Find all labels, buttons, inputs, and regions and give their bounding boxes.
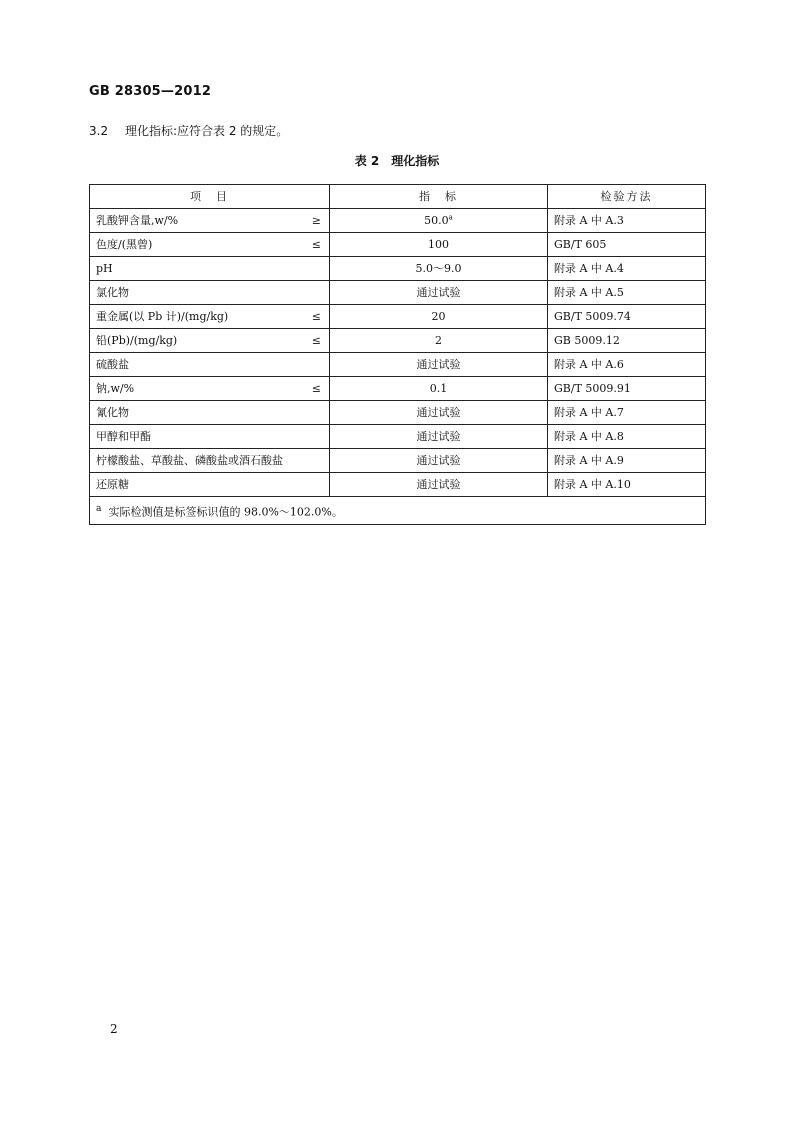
row-method: 附录 A 中 A.8	[548, 425, 706, 449]
section-number: 3.2	[89, 124, 109, 138]
row-value-cell	[330, 305, 548, 329]
row-item: pH	[96, 262, 113, 275]
table-caption-title: 理化指标	[391, 154, 440, 168]
row-item: 氯化物	[96, 286, 129, 299]
row-value: 通过试验	[416, 406, 461, 419]
table-footnote-cell	[90, 497, 706, 525]
table-row	[90, 257, 706, 281]
row-item-cell	[90, 473, 330, 497]
row-value-cell	[330, 233, 548, 257]
row-value-cell	[330, 401, 548, 425]
row-value-cell	[330, 281, 548, 305]
row-value: 2	[435, 334, 442, 347]
header-method: 检验方法	[548, 185, 706, 209]
table-row	[90, 473, 706, 497]
row-item: 重金属(以 Pb 计)/(mg/kg)	[96, 310, 229, 323]
header-value: 指 标	[330, 185, 548, 209]
row-method: 附录 A 中 A.10	[548, 473, 706, 497]
footnote-mark: a	[96, 503, 102, 514]
table-header-row	[90, 185, 706, 209]
row-value-cell	[330, 473, 548, 497]
row-value: 通过试验	[416, 358, 461, 371]
row-value-note: a	[448, 213, 453, 222]
row-item: 钠,w/%	[96, 382, 135, 395]
table-row	[90, 425, 706, 449]
page-number: 2	[110, 1022, 118, 1036]
table-row	[90, 233, 706, 257]
spec-table	[89, 184, 706, 525]
row-item-cell	[90, 233, 330, 257]
row-relation: ≥	[311, 214, 321, 227]
row-method: GB/T 5009.91	[548, 377, 706, 401]
row-item-cell	[90, 257, 330, 281]
row-value: 50.0	[424, 214, 449, 227]
row-relation: ≤	[311, 334, 321, 347]
row-method: GB 5009.12	[548, 329, 706, 353]
row-method: 附录 A 中 A.6	[548, 353, 706, 377]
row-item: 柠檬酸盐、草酸盐、磷酸盐或酒石酸盐	[96, 454, 283, 467]
table-row	[90, 305, 706, 329]
row-item: 甲醇和甲酯	[96, 430, 151, 443]
table-caption	[0, 152, 794, 169]
row-value: 0.1	[429, 382, 448, 395]
row-item: 乳酸钾含量,w/%	[96, 214, 179, 227]
table-footnote-row	[90, 497, 706, 525]
section-text: 理化指标:应符合表 2 的规定。	[125, 124, 289, 138]
row-item-cell	[90, 281, 330, 305]
row-value: 5.0～9.0	[415, 262, 462, 275]
row-item: 还原糖	[96, 478, 129, 491]
row-method: 附录 A 中 A.3	[548, 209, 706, 233]
row-relation: ≤	[311, 310, 321, 323]
row-value: 通过试验	[416, 478, 461, 491]
table-row	[90, 377, 706, 401]
row-method: GB/T 5009.74	[548, 305, 706, 329]
table-row	[90, 281, 706, 305]
row-method: 附录 A 中 A.5	[548, 281, 706, 305]
row-value-cell	[330, 329, 548, 353]
section-heading	[89, 122, 288, 139]
row-value-cell	[330, 353, 548, 377]
row-value-cell	[330, 377, 548, 401]
table-footnote: 实际检测值是标签标识值的 98.0%～102.0%。	[108, 505, 343, 519]
row-value: 通过试验	[416, 430, 461, 443]
row-value-cell	[330, 425, 548, 449]
row-method: 附录 A 中 A.4	[548, 257, 706, 281]
row-item: 硫酸盐	[96, 358, 129, 371]
row-value: 通过试验	[416, 454, 461, 467]
table-row	[90, 209, 706, 233]
standard-code: GB 28305—2012	[89, 84, 212, 99]
row-value-cell	[330, 209, 548, 233]
row-value: 20	[431, 310, 446, 323]
row-relation: ≤	[311, 382, 321, 395]
table-caption-number: 表 2	[354, 154, 380, 168]
row-item: 铅(Pb)/(mg/kg)	[96, 334, 178, 347]
row-item-cell	[90, 209, 330, 233]
row-value: 通过试验	[416, 286, 461, 299]
row-item-cell	[90, 377, 330, 401]
row-item-cell	[90, 353, 330, 377]
row-item: 氰化物	[96, 406, 129, 419]
table-row	[90, 329, 706, 353]
row-item-cell	[90, 449, 330, 473]
row-method: GB/T 605	[548, 233, 706, 257]
row-item-cell	[90, 329, 330, 353]
table-row	[90, 353, 706, 377]
row-relation: ≤	[311, 238, 321, 251]
row-value-cell	[330, 257, 548, 281]
row-value: 100	[428, 238, 449, 251]
row-method: 附录 A 中 A.9	[548, 449, 706, 473]
row-item-cell	[90, 305, 330, 329]
table-row	[90, 449, 706, 473]
row-item-cell	[90, 425, 330, 449]
row-item-cell	[90, 401, 330, 425]
header-item: 项 目	[90, 185, 330, 209]
row-value-cell	[330, 449, 548, 473]
row-method: 附录 A 中 A.7	[548, 401, 706, 425]
row-item: 色度/(黑曾)	[96, 238, 153, 251]
table-row	[90, 401, 706, 425]
